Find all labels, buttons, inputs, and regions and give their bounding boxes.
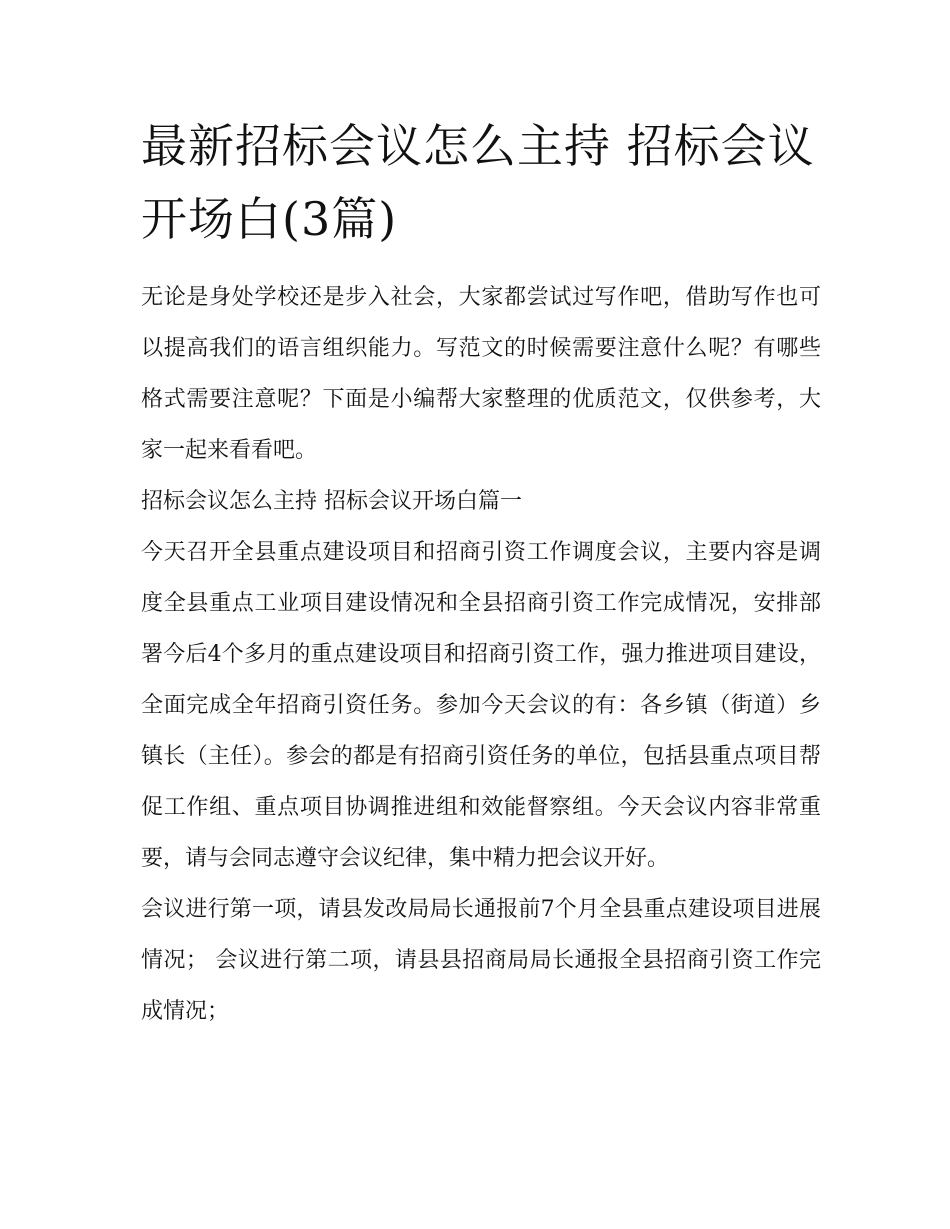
body-paragraph-1: 今天召开全县重点建设项目和招商引资工作调度会议，主要内容是调度全县重点工业项目建设情况和全县招商引资工作完成情况，安排部署今后4个多月的重点建设项目和招商引资工作，强力推进项目建设，全面完成全年招商引资任务。参加今天会议的有：各乡镇（街道）乡镇长（主任）。参会的都是有招商引资任务的单位，包括县重点项目帮促工作组、重点项目协调推进组和效能督察组。今天会议内容非常重要，请与会同志遵守会议纪律，集中精力把会议开好。 (141, 540, 821, 871)
body-paragraph-2: 会议进行第一项，请县发改局局长通报前7个月全县重点建设项目进展情况； 会议进行第二项，请县县招商局局长通报全县招商引资工作完成情况； (141, 897, 821, 1024)
document-title: 最新招标会议怎么主持 招标会议开场白(3篇) (141, 119, 815, 246)
intro-paragraph: 无论是身处学校还是步入社会，大家都尝试过写作吧，借助写作也可以提高我们的语言组织能力。写范文的时候需要注意什么呢？有哪些格式需要注意呢？下面是小编帮大家整理的优质范文，仅供参考，大家一起来看看吧。 (141, 285, 821, 463)
section-heading: 招标会议怎么主持 招标会议开场白篇一 (141, 489, 522, 514)
document-body (141, 110, 821, 1037)
